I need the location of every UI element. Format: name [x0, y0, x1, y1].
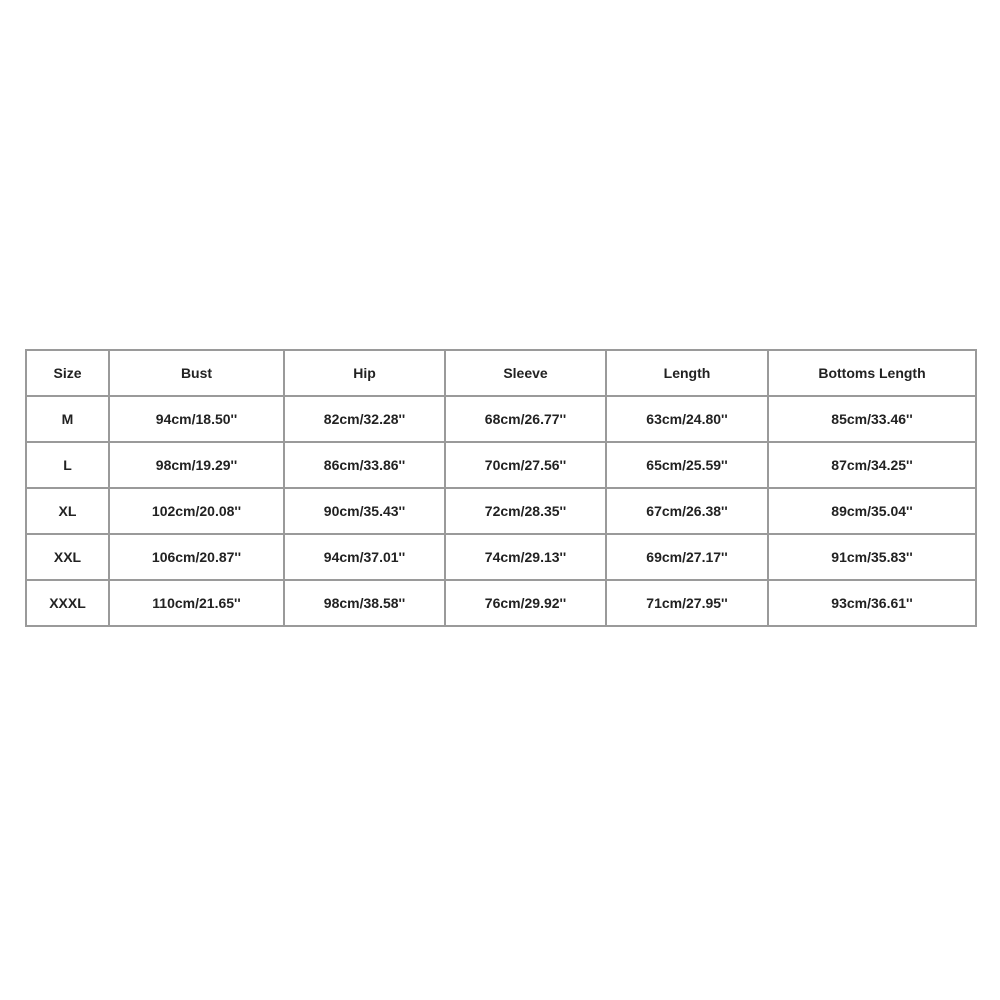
table-row [26, 580, 976, 626]
cell-length: 65cm/25.59'' [606, 442, 768, 488]
cell-bust: 98cm/19.29'' [109, 442, 284, 488]
table-row [26, 396, 976, 442]
size-chart-table [25, 349, 977, 627]
cell-hip: 94cm/37.01'' [284, 534, 445, 580]
header-size: Size [26, 350, 109, 396]
header-bottoms-length: Bottoms Length [768, 350, 976, 396]
cell-bust: 106cm/20.87'' [109, 534, 284, 580]
cell-length: 67cm/26.38'' [606, 488, 768, 534]
table-row [26, 442, 976, 488]
cell-bottoms-length: 93cm/36.61'' [768, 580, 976, 626]
header-hip: Hip [284, 350, 445, 396]
cell-length: 69cm/27.17'' [606, 534, 768, 580]
cell-size: XXXL [26, 580, 109, 626]
cell-bust: 110cm/21.65'' [109, 580, 284, 626]
cell-bottoms-length: 85cm/33.46'' [768, 396, 976, 442]
header-sleeve: Sleeve [445, 350, 606, 396]
cell-bust: 102cm/20.08'' [109, 488, 284, 534]
header-length: Length [606, 350, 768, 396]
cell-hip: 90cm/35.43'' [284, 488, 445, 534]
cell-bottoms-length: 87cm/34.25'' [768, 442, 976, 488]
cell-sleeve: 68cm/26.77'' [445, 396, 606, 442]
cell-hip: 98cm/38.58'' [284, 580, 445, 626]
table-header-row [26, 350, 976, 396]
cell-size: XXL [26, 534, 109, 580]
cell-bust: 94cm/18.50'' [109, 396, 284, 442]
cell-hip: 82cm/32.28'' [284, 396, 445, 442]
cell-size: L [26, 442, 109, 488]
cell-size: XL [26, 488, 109, 534]
cell-sleeve: 74cm/29.13'' [445, 534, 606, 580]
cell-sleeve: 76cm/29.92'' [445, 580, 606, 626]
cell-length: 63cm/24.80'' [606, 396, 768, 442]
table-row [26, 488, 976, 534]
cell-sleeve: 72cm/28.35'' [445, 488, 606, 534]
cell-bottoms-length: 91cm/35.83'' [768, 534, 976, 580]
cell-sleeve: 70cm/27.56'' [445, 442, 606, 488]
cell-bottoms-length: 89cm/35.04'' [768, 488, 976, 534]
header-bust: Bust [109, 350, 284, 396]
cell-length: 71cm/27.95'' [606, 580, 768, 626]
cell-hip: 86cm/33.86'' [284, 442, 445, 488]
cell-size: M [26, 396, 109, 442]
table-row [26, 534, 976, 580]
